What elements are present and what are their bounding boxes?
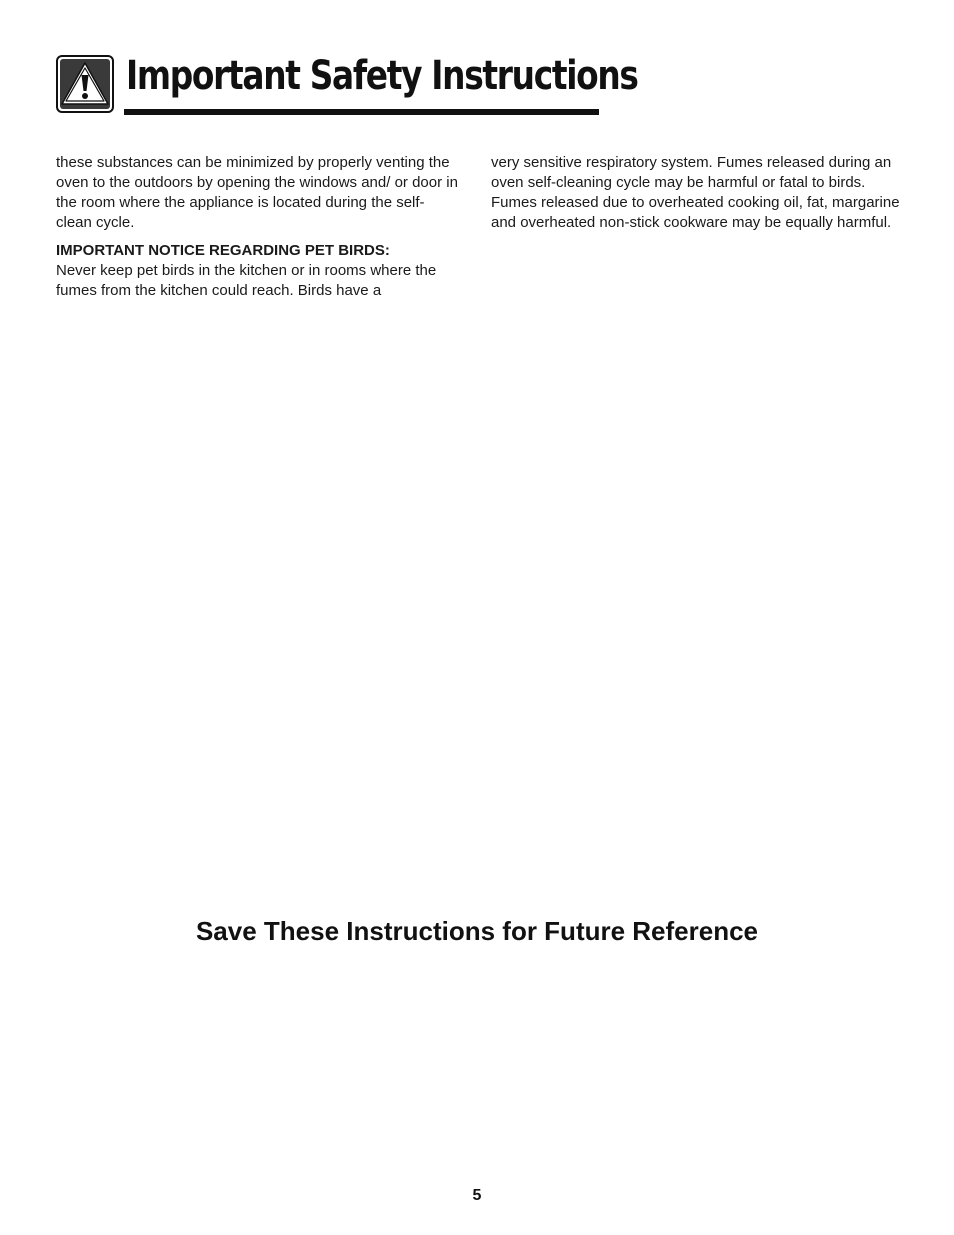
warning-triangle-icon	[56, 55, 114, 113]
venting-paragraph: these substances can be minimized by properly venting the oven to the outdoors by opening the windows and/ or door in the room where the appliance is located during the self-clean cycle.	[56, 154, 458, 231]
pet-birds-notice-text: Never keep pet birds in the kitchen or in rooms where the fumes from the kitchen could reach. Birds have a	[56, 262, 437, 299]
page-header	[56, 50, 638, 118]
save-instructions-heading: Save These Instructions for Future Reference	[195, 916, 759, 946]
left-column	[56, 153, 460, 301]
page-number: 5	[472, 1187, 482, 1204]
title-underline	[124, 109, 599, 115]
respiratory-paragraph: very sensitive respiratory system. Fumes released during an oven self-cleaning cycle may be harmful or fatal to birds. Fumes released due to overheated cooking oil, fat, margarine and overheated non-stick cookware may be equally harmful.	[491, 154, 900, 231]
page-title: Important Safety Instructions	[126, 53, 638, 99]
pet-birds-notice-heading: IMPORTANT NOTICE REGARDING PET BIRDS:	[56, 242, 390, 259]
right-column	[491, 153, 901, 233]
